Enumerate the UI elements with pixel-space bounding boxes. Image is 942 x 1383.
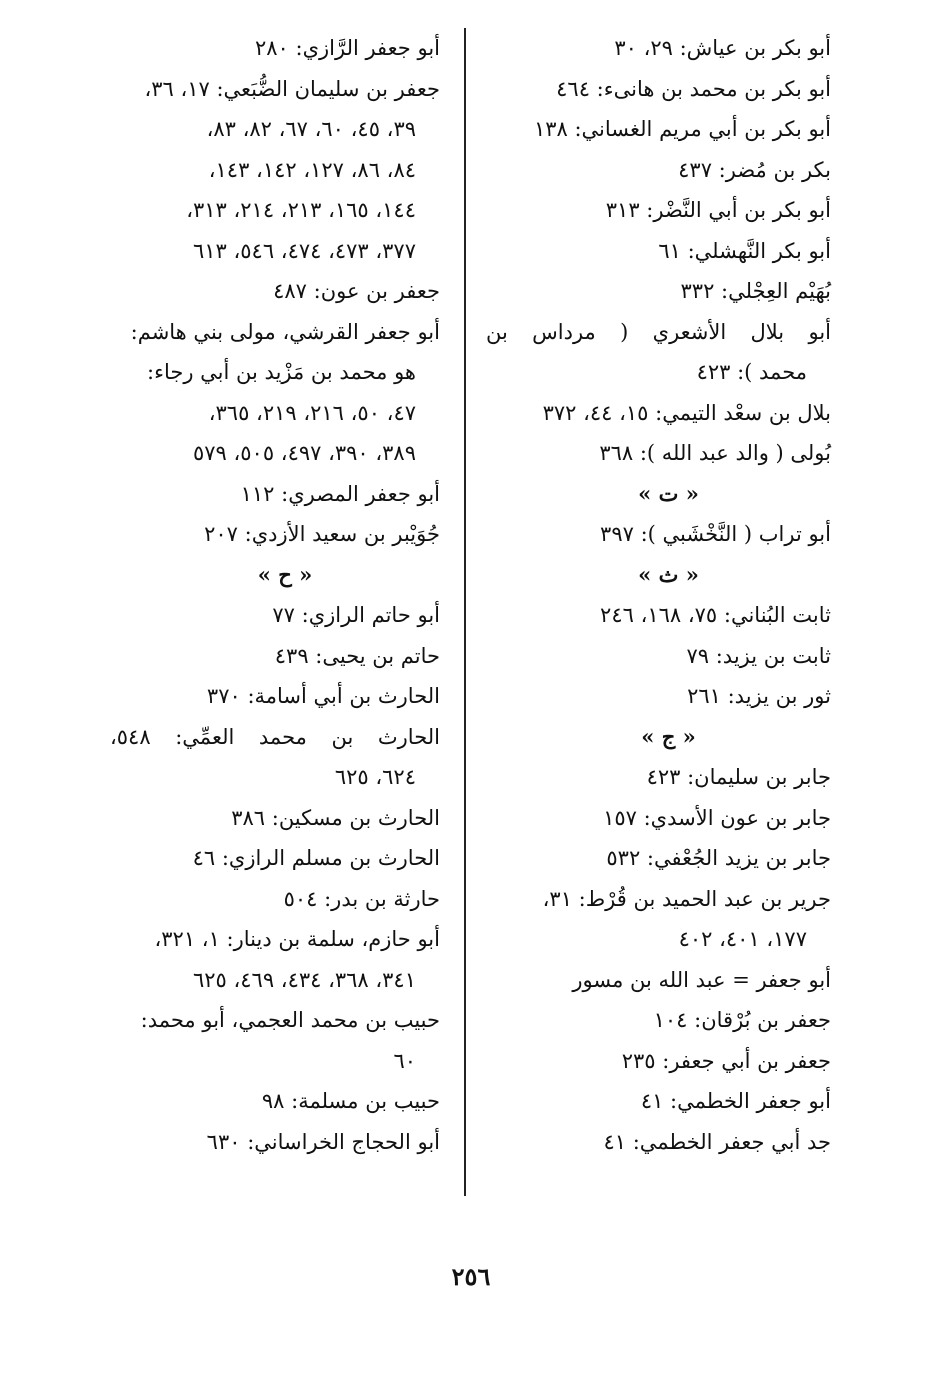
- index-entry: حارثة بن بدر: ٥٠٤: [283, 886, 440, 911]
- index-entry: أبو بكر بن أبي مريم الغساني: ١٣٨: [533, 117, 831, 141]
- left-column: [110, 28, 440, 1162]
- index-entry: جابر بن يزيد الجُعْفي: ٥٣٢: [606, 846, 831, 870]
- index-entry: ٣٨٩، ٣٩٠، ٤٩٧، ٥٠٥، ٥٧٩: [192, 441, 416, 465]
- index-entry: بلال بن سعْد التيمي: ١٥، ٤٤، ٣٧٢: [542, 400, 831, 425]
- right-column: [486, 28, 831, 1162]
- index-entry: أبو حاتم الرازي: ٧٧: [272, 603, 440, 627]
- index-entry: ٦٢٤، ٦٢٥: [334, 765, 416, 789]
- index-entry: الحارث بن مسكين: ٣٨٦: [231, 805, 440, 830]
- index-entry: ٦٠: [393, 1048, 416, 1073]
- index-entry: أبو حازم، سلمة بن دينار: ١، ٣٢١،: [154, 927, 440, 951]
- index-entry: ٤٧، ٥٠، ٢١٦، ٢١٩، ٣٦٥،: [208, 400, 416, 425]
- index-entry: أبو بكر النَّهشلي: ٦١: [658, 238, 831, 263]
- index-entry: جعفر بن عون: ٤٨٧: [273, 279, 440, 303]
- index-entry: ثابت بن يزيد: ٧٩: [686, 643, 831, 668]
- index-entry: ٣٩، ٤٥، ٦٠، ٦٧، ٨٢، ٨٣،: [206, 117, 416, 141]
- column-divider: [464, 28, 466, 1196]
- index-entry: جعفر بن أبي جعفر: ٢٣٥: [621, 1048, 831, 1073]
- index-entry: الحارث بن محمد العمِّي: ٥٤٨،: [110, 724, 440, 749]
- index-entry: جعفر بن بُرْقان: ١٠٤: [653, 1008, 831, 1032]
- index-entry: ٣٧٧، ٤٧٣، ٤٧٤، ٥٤٦، ٦١٣: [192, 238, 416, 263]
- index-entry: بُهَيْم العِجْلي: ٣٣٢: [680, 279, 831, 303]
- index-entry: حاتم بن يحيى: ٤٣٩: [274, 643, 440, 668]
- index-entry: أبو جعفر الخطمي: ٤١: [640, 1089, 831, 1113]
- index-entry: جابر بن عون الأسدي: ١٥٧: [603, 805, 831, 830]
- index-entry: أبو تراب ( النَّخْشَبي ): ٣٩٧: [600, 522, 831, 546]
- index-entry: أبو بلال الأشعري ( مرداس بن: [486, 319, 831, 344]
- index-entry: أبو جعفر المصري: ١١٢: [240, 481, 440, 506]
- index-entry: جعفر بن سليمان الضُّبَعي: ١٧، ٣٦،: [144, 76, 440, 101]
- letter-header: « ث »: [638, 561, 699, 587]
- index-entry: حبيب بن مسلمة: ٩٨: [261, 1089, 440, 1113]
- index-entry: ٣٤١، ٣٦٨، ٤٣٤، ٤٦٩، ٦٢٥: [192, 967, 416, 992]
- index-entry: ثور بن يزيد: ٢٦١: [687, 684, 831, 708]
- index-entry: أبو بكر بن محمد بن هانىء: ٤٦٤: [556, 76, 831, 101]
- index-entry: أبو الحجاج الخراساني: ٦٣٠: [206, 1129, 440, 1154]
- index-entry: حبيب بن محمد العجمي، أبو محمد:: [140, 1008, 440, 1032]
- index-entry: محمد ): ٤٢٣: [696, 360, 807, 384]
- index-entry: الحارث بن أبي أسامة: ٣٧٠: [206, 684, 440, 708]
- letter-header: « ج »: [641, 723, 696, 749]
- index-entry: ٨٤، ٨٦، ١٢٧، ١٤٢، ١٤٣،: [208, 157, 416, 182]
- letter-header: « ت »: [638, 480, 699, 506]
- letter-header: « ح »: [257, 561, 313, 587]
- index-entry: أبو جعفر القرشي، مولى بني هاشم:: [130, 319, 440, 344]
- page-number: ٢٥٦: [451, 1262, 491, 1291]
- index-entry: ١٤٤، ١٦٥، ٢١٣، ٢١٤، ٣١٣،: [186, 198, 416, 222]
- index-entry: جد أبي جعفر الخطمي: ٤١: [603, 1129, 831, 1154]
- index-entry: جابر بن سليمان: ٤٢٣: [646, 765, 831, 789]
- index-entry: أبو جعفر الرَّازي: ٢٨٠: [254, 36, 440, 60]
- index-entry: جُوَيْبر بن سعيد الأزدي: ٢٠٧: [204, 522, 440, 546]
- index-entry: أبو بكر بن عياش: ٢٩، ٣٠: [614, 36, 831, 60]
- index-entry: بُولى ( والد عبد الله ): ٣٦٨: [599, 441, 831, 465]
- index-entry: ثابت البُناني: ٧٥، ١٦٨، ٢٤٦: [600, 603, 831, 627]
- index-entry: هو محمد بن مَزْيد بن أبي رجاء:: [147, 360, 416, 384]
- index-entry: الحارث بن مسلم الرازي: ٤٦: [192, 846, 440, 870]
- index-entry: جرير بن عبد الحميد بن قُرْط: ٣١،: [542, 886, 831, 911]
- index-entry: أبو جعفر = عبد الله بن مسور: [572, 967, 831, 992]
- index-entry: أبو بكر بن أبي النَّضْر: ٣١٣: [605, 198, 831, 222]
- index-entry: ١٧٧، ٤٠١، ٤٠٢: [678, 927, 807, 951]
- index-entry: بكر بن مُضر: ٤٣٧: [678, 157, 831, 182]
